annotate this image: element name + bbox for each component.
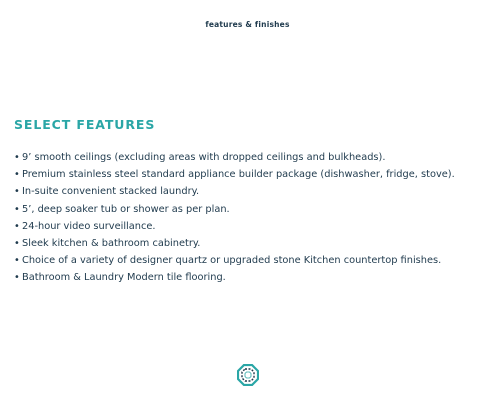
section-heading: SELECT FEATURES [14,117,156,132]
feature-text: 24-hour video surveillance. [22,220,156,232]
features-list [14,149,489,287]
feature-text: 5’, deep soaker tub or shower as per plan. [22,203,230,215]
feature-text: 9’ smooth ceilings (excluding areas with dropped ceilings and bulkheads). [22,152,386,163]
bullet-icon: • [14,220,20,232]
feature-text: Sleek kitchen & bathroom cabinetry. [22,238,201,250]
bullet-icon: • [14,272,20,284]
bullet-icon: • [14,203,20,215]
list-item [14,269,489,286]
bullet-icon: • [14,169,20,181]
bullet-icon: • [14,255,20,267]
feature-text: Bathroom & Laundry Modern tile flooring. [22,272,226,284]
list-item [14,166,489,183]
list-item [14,252,489,269]
feature-text: Choice of a variety of designer quartz or upgraded stone Kitchen countertop finishes. [22,255,442,267]
list-item [14,201,489,218]
page-header-title: features & finishes [205,20,290,29]
list-item [14,235,489,252]
feature-text: Premium stainless steel standard appliance builder package (dishwasher, fridge, stove). [22,169,455,181]
bullet-icon: • [14,152,20,163]
feature-text: In-suite convenient stacked laundry. [22,186,200,198]
octagon-logo-icon [237,364,259,386]
bullet-icon: • [14,186,20,198]
list-item [14,218,489,235]
list-item [14,183,489,200]
bullet-icon: • [14,238,20,250]
list-item [14,149,489,166]
